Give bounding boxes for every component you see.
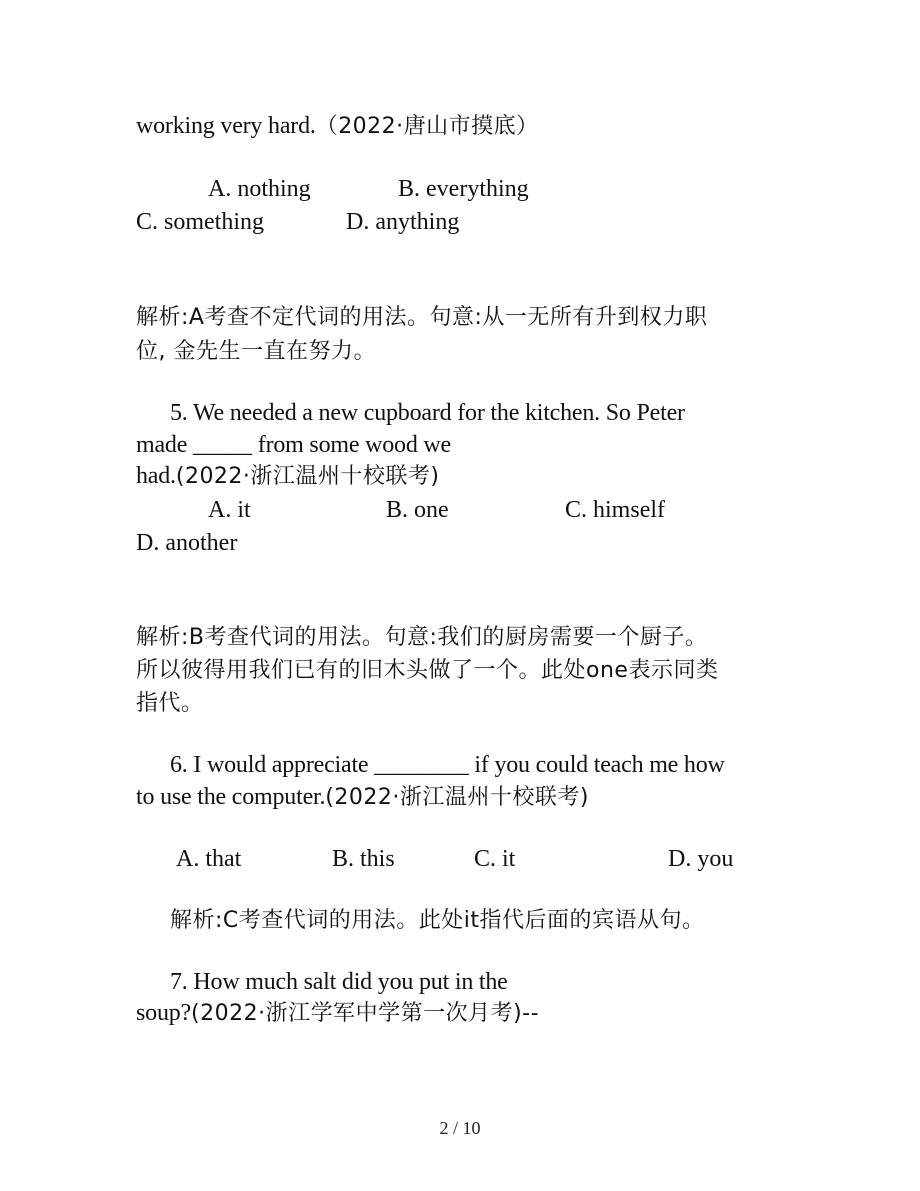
question-4-stem-text: working very hard. bbox=[136, 113, 316, 139]
question-5-stem-line-2: made _____ from some wood we bbox=[136, 432, 452, 458]
question-5-option-a bbox=[208, 494, 251, 526]
option-label: A. bbox=[208, 497, 232, 523]
question-6-source: (2022·浙江温州十校联考) bbox=[325, 785, 589, 810]
option-text: himself bbox=[593, 497, 666, 523]
question-6-option-c bbox=[474, 843, 515, 875]
option-label: B. bbox=[332, 846, 355, 872]
option-label: B. bbox=[386, 497, 409, 523]
question-4-option-d bbox=[346, 206, 459, 238]
question-5-option-c bbox=[565, 494, 665, 526]
question-5-stem-text: had. bbox=[136, 463, 176, 489]
option-label: B. bbox=[398, 176, 421, 202]
question-6-option-d bbox=[668, 843, 733, 875]
page-indicator: 2 / 10 bbox=[439, 1118, 481, 1138]
option-label: C. bbox=[136, 209, 159, 235]
option-text: it bbox=[502, 846, 516, 872]
question-5-analysis-line-2: 所以彼得用我们已有的旧木头做了一个。此处one表示同类 bbox=[136, 658, 719, 683]
option-text: nothing bbox=[237, 176, 311, 202]
option-label: D. bbox=[346, 209, 370, 235]
question-5-option-d bbox=[136, 527, 237, 559]
question-5-source: (2022·浙江温州十校联考) bbox=[175, 464, 440, 489]
question-4-option-c bbox=[136, 206, 264, 238]
question-4-source: （2022·唐山市摸底） bbox=[315, 114, 539, 139]
option-text: anything bbox=[375, 209, 460, 235]
option-text: everything bbox=[426, 176, 529, 202]
question-6-stem-line-1: 6. I would appreciate ________ if you could teach me how bbox=[170, 752, 725, 778]
option-text: it bbox=[237, 497, 251, 523]
question-5-option-b bbox=[386, 494, 449, 526]
question-4-stem-tail bbox=[136, 110, 539, 143]
question-4-analysis-line-1: 解析:A考查不定代词的用法。句意:从一无所有升到权力职 bbox=[136, 305, 708, 330]
question-7-source: (2022·浙江学军中学第一次月考)-- bbox=[191, 1001, 540, 1026]
option-label: A. bbox=[208, 176, 232, 202]
option-label: D. bbox=[668, 846, 692, 872]
option-label: C. bbox=[565, 497, 588, 523]
option-text: you bbox=[697, 846, 734, 872]
question-4-option-b bbox=[398, 173, 529, 205]
question-7-stem-text: soup? bbox=[136, 1000, 191, 1026]
question-6-stem-line-2 bbox=[136, 781, 589, 814]
question-6-stem-text: to use the computer. bbox=[136, 784, 326, 810]
question-6-option-b bbox=[332, 843, 395, 875]
option-text: this bbox=[360, 846, 395, 872]
question-5-stem-line-1: 5. We needed a new cupboard for the kitchen. So Peter bbox=[170, 400, 685, 426]
question-5-stem-line-3 bbox=[136, 460, 440, 493]
question-4-analysis-line-2: 位, 金先生一直在努力。 bbox=[136, 339, 376, 364]
option-label: A. bbox=[176, 846, 200, 872]
question-4-option-a bbox=[208, 173, 311, 205]
option-text: one bbox=[414, 497, 449, 523]
option-text: that bbox=[205, 846, 242, 872]
question-6-analysis: 解析:C考查代词的用法。此处it指代后面的宾语从句。 bbox=[170, 908, 705, 933]
option-label: D. bbox=[136, 530, 160, 556]
question-5-analysis-line-3: 指代。 bbox=[136, 691, 204, 716]
question-6-option-a bbox=[176, 843, 241, 875]
option-label: C. bbox=[474, 846, 497, 872]
question-5-analysis-line-1: 解析:B考查代词的用法。句意:我们的厨房需要一个厨子。 bbox=[136, 625, 708, 650]
option-text: something bbox=[164, 209, 265, 235]
question-7-stem-line-2 bbox=[136, 997, 539, 1030]
question-7-stem-line-1: 7. How much salt did you put in the bbox=[170, 969, 508, 995]
option-text: another bbox=[165, 530, 238, 556]
